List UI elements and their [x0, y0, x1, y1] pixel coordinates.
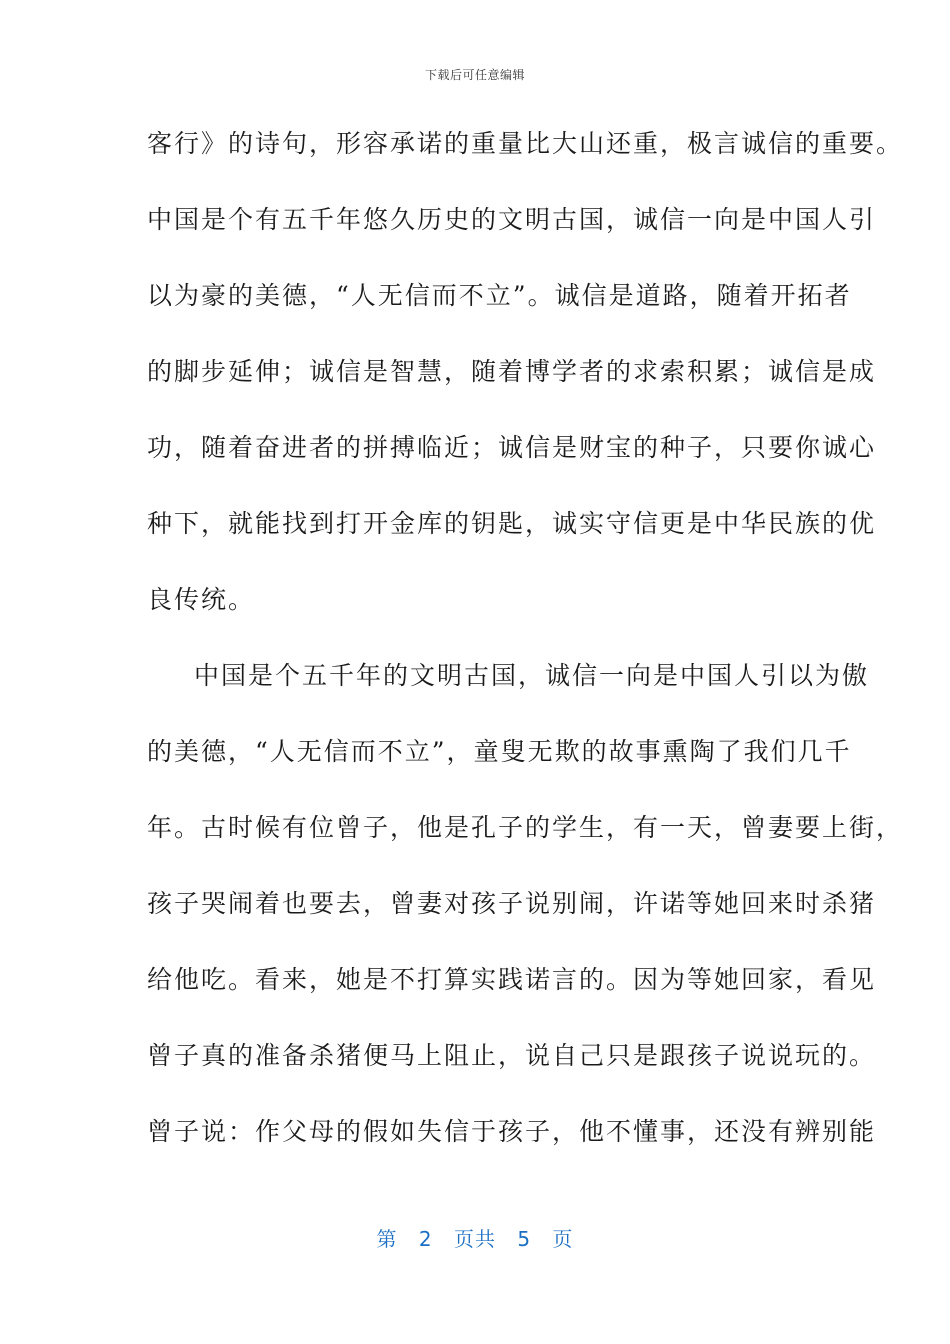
text-line: 给他吃。看来，她是不打算实践诺言的。因为等她回家，看见	[147, 965, 877, 994]
text-line: 曾子真的准备杀猪便马上阻止，说自己只是跟孩子说说玩的。	[147, 1041, 877, 1070]
text-line: 曾子说：作父母的假如失信于孩子，他不懂事，还没有辨别能	[147, 1117, 877, 1146]
page-number: 第 2 页共 5 页	[376, 1227, 574, 1251]
text-line: 孩子哭闹着也要去，曾妻对孩子说别闹，许诺等她回来时杀猪	[147, 889, 877, 918]
text-line: 种下，就能找到打开金库的钥匙，诚实守信更是中华民族的优	[147, 509, 877, 538]
paragraph-start-line: 中国是个五千年的文明古国，诚信一向是中国人引以为傲	[194, 661, 870, 690]
text-line: 以为豪的美德，“人无信而不立”。诚信是道路，随着开拓者	[147, 281, 852, 310]
header-note: 下载后可任意编辑	[424, 68, 525, 82]
text-line: 年。古时候有位曾子，他是孔子的学生，有一天，曾妻要上街，	[147, 813, 904, 842]
text-line: 功，随着奋进者的拼搏临近；诚信是财宝的种子，只要你诚心	[147, 433, 877, 462]
text-line: 中国是个有五千年悠久历史的文明古国，诚信一向是中国人引	[147, 205, 877, 234]
text-line: 的脚步延伸；诚信是智慧，随着博学者的求索积累；诚信是成	[147, 357, 877, 386]
text-line: 客行》的诗句，形容承诺的重量比大山还重，极言诚信的重要。	[147, 129, 904, 158]
text-line: 良传统。	[147, 585, 256, 614]
text-line: 的美德，“人无信而不立”，童叟无欺的故事熏陶了我们几千	[147, 737, 852, 766]
document-body	[147, 118, 904, 1182]
